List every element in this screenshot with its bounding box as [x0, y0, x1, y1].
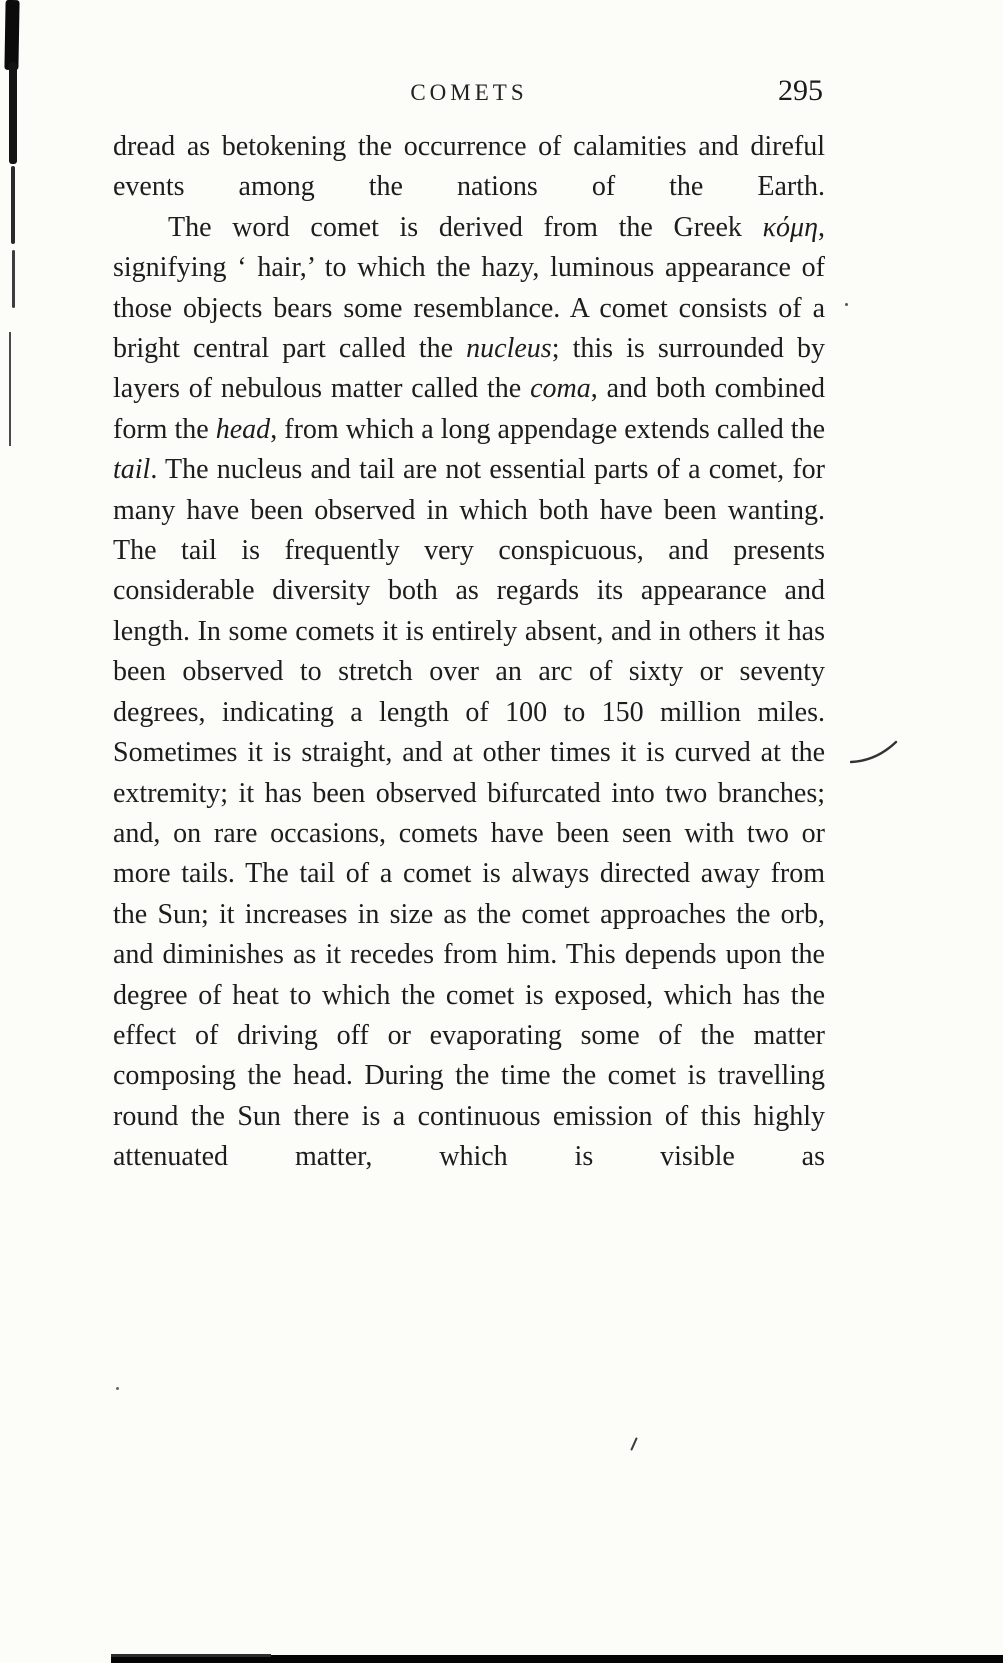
italic-term: nucleus	[466, 333, 552, 365]
binding-mark	[4, 0, 19, 70]
page-number: 295	[778, 74, 823, 107]
text-segment: , and both combined form the	[113, 373, 825, 445]
running-title: COMETS	[410, 80, 528, 105]
text-segment: dread as betokening the occurrence of calamities and direful events among the nations of the Earth.	[113, 131, 825, 203]
binding-mark	[9, 332, 11, 446]
text-segment: , signifying ‘ hair,’ to which the hazy, luminous appearance of those objects bears some resemblance. A comet consists of a bright central part called the	[113, 211, 825, 365]
binding-mark	[12, 250, 15, 308]
italic-term: tail	[113, 454, 151, 486]
text-segment: . The nucleus and tail are not essential parts of a comet, for many have been observed in which both have been wanting. The tail is frequently very conspicuous, and presents considerable diversity both as regards its appearance and length. In some comets it is entirely absent, and in others it has been observed to stretch over an arc of sixty or seventy degrees, indicating a length of 100 to 150 million miles. Sometimes it is straight, and at other times it is curved at the extremity; it has been observed bifurcated into two branches; and, on rare occasions, comets have been seen with two or more tails. The tail of a comet is always directed away from the Sun; it increases in size as the comet approaches the orb, and diminishes as it recedes from him. This depends upon the degree of heat to which the comet is exposed, which has the effect of driving off or evaporating some of the matter composing the head. During the time the comet is travelling round the Sun there is a continuous emission of this highly attenuated matter, which is visible as	[113, 454, 825, 1173]
italic-term: κόμη	[762, 211, 818, 243]
text-segment: , from which a long appendage extends called the	[270, 413, 825, 445]
scan-speck	[116, 1387, 119, 1390]
binding-mark	[9, 62, 17, 164]
text-segment: The word comet is derived from the Greek	[168, 211, 763, 243]
margin-pen-stroke	[850, 740, 898, 766]
stray-ink-mark	[630, 1437, 638, 1451]
page-header	[113, 74, 825, 110]
scan-speck	[845, 303, 848, 306]
italic-term: coma	[530, 373, 591, 405]
bottom-scan-bar	[111, 1655, 1003, 1663]
italic-term: head	[215, 413, 271, 445]
paragraph	[113, 127, 825, 208]
bottom-scan-bar	[111, 1654, 271, 1657]
text-block	[113, 127, 825, 1178]
binding-mark	[11, 166, 15, 244]
paragraph	[113, 208, 825, 1178]
text-segment: ; this is surrounded by layers of nebulous matter called the	[113, 333, 825, 405]
